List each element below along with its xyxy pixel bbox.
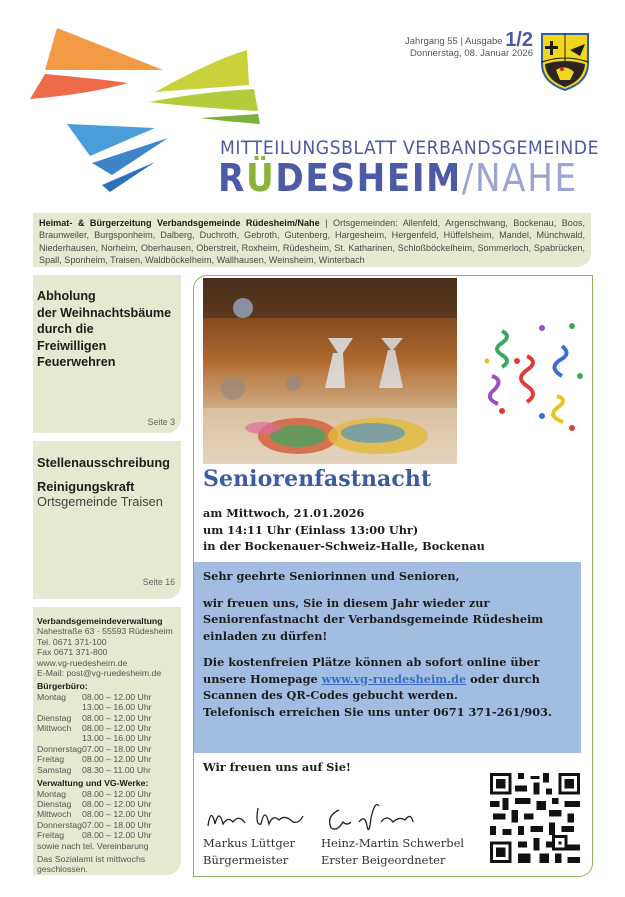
signatory-role: Erster Beigeordneter: [321, 853, 446, 867]
org-name: Verbandsgemeindeverwaltung: [37, 616, 163, 626]
event-photo: [203, 278, 457, 464]
signatory-name: Markus Lüttger: [203, 836, 296, 850]
office-hours-heading: Bürgerbüro:: [37, 681, 88, 692]
email-link[interactable]: E-Mail: post@vg-ruedesheim.de: [37, 668, 162, 679]
teaser-title: Stellenausschreibung: [37, 455, 170, 470]
hours-row: Freitag 08.00 – 12.00 Uhr: [37, 754, 152, 765]
newspaper-tagline: Heimat- & Bürgerzeitung Verbandsgemeinde Rüdesheim/Nahe: [39, 218, 320, 228]
teaser-title: Abholung der Weihnachtsbäume durch die Freiwilligen Feuerwehren: [37, 289, 172, 369]
hours-row: 13.00 – 16.00 Uhr: [82, 733, 152, 744]
issue-date: Donnerstag, 08. Januar 2026: [409, 48, 533, 59]
hours-row: 13.00 – 16.00 Uhr: [82, 702, 152, 713]
volume-label: Jahrgang 55 | Ausgabe: [405, 36, 503, 47]
signature-block-deputy: [321, 796, 464, 869]
teaser-job-posting[interactable]: [33, 441, 181, 599]
hours-row: Freitag 08.00 – 12.00 Uhr: [37, 830, 152, 841]
hours-row: Samstag 08.30 – 11.00 Uhr: [37, 764, 151, 775]
issue-number: 1/2: [505, 29, 533, 51]
signature-icon: [321, 796, 431, 836]
admin-hours-heading: Verwaltung und VG-Werke:: [37, 778, 149, 789]
invitation-text: wir freuen uns, Sie in diesem Jahr wieder zur Seniorenfastnacht der Verbandsgemeinde Rüdesheim einladen zu dürfen!: [203, 595, 544, 643]
job-location: Ortsgemeinde Traisen: [37, 494, 163, 509]
masthead-town: RÜDESHEIM: [218, 156, 462, 200]
page-reference: Seite 3: [147, 417, 175, 427]
signatory-role: Bürgermeister: [203, 853, 289, 867]
masthead-title: [218, 156, 578, 200]
closing-line: Wir freuen uns auf Sie!: [203, 760, 351, 774]
municipality-list: | Ortsgemeinden: Allenfeld, Argenschwang, Bockenau, Boos, Braunweiler, Burgsponheim, Dalberg, Duchroth, Gebroth, Gutenberg, Hargesheim, Hergenfeld, Hüffelsheim, Mandel, Münchwald, Niederhausen, Norheim, Oberhausen, Oberstreit, Roxheim, Rüdesheim, St. Katharinen, Schloßböckelheim, Sommerloch, Spabrücken, Spall, Sponheim, Traisen, Waldböckelheim, Wallhausen, Weinsheim, Winterbach: [39, 218, 585, 265]
booking-text: Die kostenfreien Plätze können ab sofort online über unsere Homepage www.vg-ruedesheim.de oder durch Scannen des QR-Codes gebucht werden.: [203, 655, 540, 702]
teaser-christmas-trees[interactable]: [33, 275, 181, 433]
appointment-note: sowie nach tel. Vereinbarung: [37, 840, 149, 851]
hours-row: Mittwoch 08.00 – 12.00 Uhr: [37, 723, 152, 734]
qr-code-icon[interactable]: [490, 773, 580, 863]
coat-of-arms-icon: [540, 32, 590, 92]
confetti-icon: [482, 316, 592, 436]
closed-note: Das Sozialamt ist mittwochs geschlossen.: [37, 853, 146, 875]
article-card: [193, 275, 593, 877]
hours-row: Montag 08.00 – 12.00 Uhr: [37, 788, 152, 799]
masthead-subtitle: MITTEILUNGSBLATT VERBANDSGEMEINDE: [220, 138, 600, 159]
job-title: Reinigungskraft: [37, 479, 135, 494]
phone: Tel. 0671 371-100: [37, 636, 107, 647]
greeting: Sehr geehrte Seniorinnen und Senioren,: [203, 569, 460, 583]
event-location: in der Bockenauer-Schweiz-Halle, Bockenau: [203, 539, 485, 553]
invitation-box: [194, 562, 581, 753]
event-date: am Mittwoch, 21.01.2026: [203, 506, 365, 520]
fax: Fax 0671 371-800: [37, 647, 108, 658]
hours-row: Dienstag 08.00 – 12.00 Uhr: [37, 798, 152, 809]
hours-row: Montag 08.00 – 12.00 Uhr: [37, 691, 152, 702]
signatory-name: Heinz-Martin Schwerbel: [321, 836, 465, 850]
issue-info: [405, 29, 533, 60]
page-reference: Seite 16: [142, 577, 175, 587]
homepage-link[interactable]: www.vg-ruedesheim.de: [321, 671, 467, 686]
phone-text: Telefonisch erreichen Sie uns unter 0671 371-261/903.: [203, 704, 552, 719]
contact-box: [33, 607, 181, 875]
municipalities-band: [33, 213, 591, 267]
article-headline: Seniorenfastnacht: [203, 466, 432, 492]
website-link[interactable]: www.vg-ruedesheim.de: [37, 657, 128, 668]
event-time: um 14:11 Uhr (Einlass 13:00 Uhr): [203, 522, 419, 537]
event-details: [203, 505, 485, 555]
address: Nahestraße 63 · 55593 Rüdesheim: [37, 626, 173, 637]
signature-block-mayor: [203, 796, 295, 869]
hours-row: Dienstag 08.00 – 12.00 Uhr: [37, 712, 152, 723]
hours-row: Mittwoch 08.00 – 12.00 Uhr: [37, 809, 152, 820]
hours-row: Donnerstag 07.00 – 18.00 Uhr: [37, 819, 152, 830]
hours-row: Donnerstag 07.00 – 18.00 Uhr: [37, 743, 152, 754]
signature-icon: [203, 796, 313, 836]
masthead-region: /NAHE: [461, 156, 578, 200]
